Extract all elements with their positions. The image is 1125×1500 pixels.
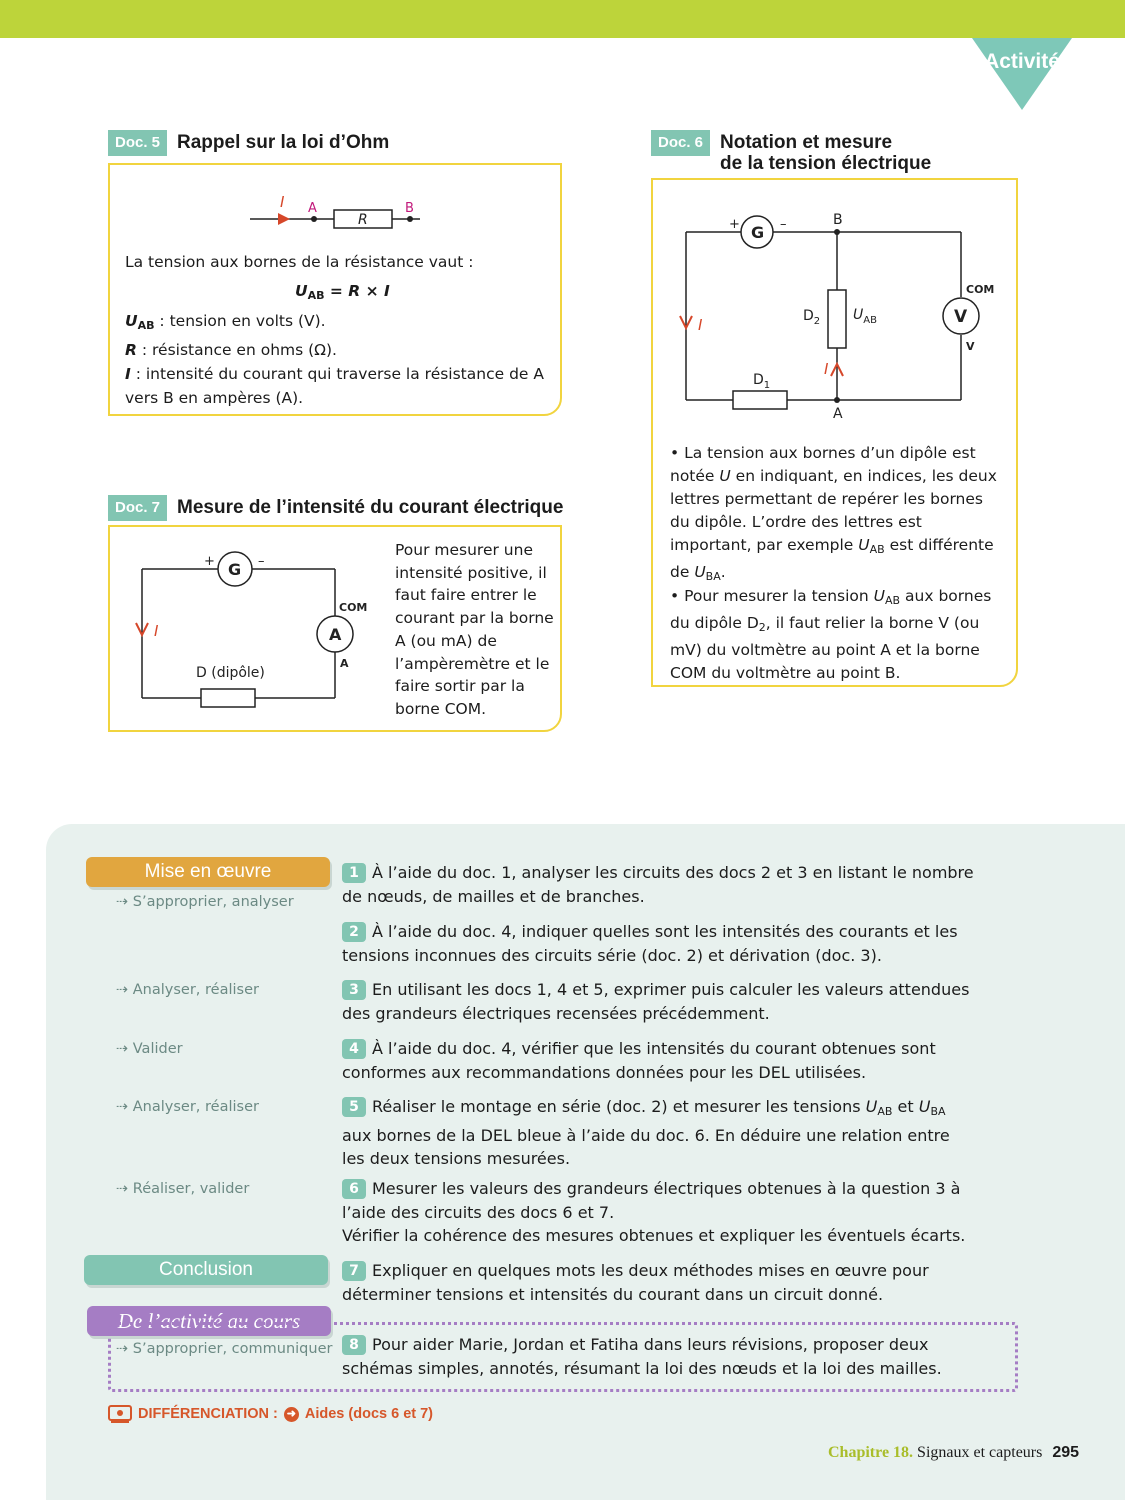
- footer-title: Signaux et capteurs: [917, 1444, 1043, 1461]
- svg-text:I: I: [698, 316, 703, 334]
- current-arrow: [278, 213, 290, 225]
- skill-2: ⇢ Analyser, réaliser: [116, 982, 259, 998]
- ohm-circuit-diagram: [248, 193, 428, 229]
- dipole-resistor: [201, 689, 255, 707]
- skill-1: ⇢ S’approprier, analyser: [116, 894, 294, 910]
- skill-3: ⇢ Valider: [116, 1041, 183, 1057]
- footer-chapter: Chapitre 18.: [828, 1444, 914, 1461]
- svg-text:UAB: $U_{AB}$: [853, 307, 877, 326]
- doc5-intro: La tension aux bornes de la résistance vaut :: [125, 253, 474, 271]
- doc6-title: Notation et mesure de la tension électrique: [720, 132, 932, 174]
- question-7: 7 Expliquer en quelques mots les deux méthodes mises en œuvre pour déterminer tensions et intensités du courant dans un circuit donné.: [342, 1261, 929, 1304]
- svg-text:D2: $D_2$: [803, 308, 821, 327]
- doc6-box: [651, 178, 1018, 687]
- svg-text:I: I: [824, 360, 829, 378]
- doc5-header: [108, 130, 389, 156]
- doc5-tag: Doc. 5: [108, 130, 167, 156]
- point-b-label: B: [405, 201, 414, 216]
- question-6: 6 Mesurer les valeurs des grandeurs électriques obtenues à la question 3 à l’aide des circuits des docs 6 et 7. Vérifier la cohérence des mesures obtenues et expliquer les éventuels écarts.: [342, 1179, 966, 1245]
- svg-text:–: –: [780, 217, 787, 232]
- differenciation-label: DIFFÉRENCIATION :: [138, 1406, 278, 1422]
- ammeter-circuit-diagram: [130, 543, 380, 723]
- svg-text:V: V: [954, 307, 968, 327]
- differenciation-line: [108, 1405, 433, 1423]
- svg-text:COM: COM: [339, 601, 368, 614]
- doc6-tag: Doc. 6: [651, 130, 710, 156]
- mise-en-oeuvre-heading: Mise en œuvre: [86, 857, 330, 887]
- svg-text:D (dipôle): D (dipôle): [196, 665, 265, 681]
- aides-link[interactable]: Aides (docs 6 et 7): [304, 1406, 434, 1422]
- svg-text:+: +: [204, 554, 215, 569]
- svg-text:G: G: [751, 223, 765, 242]
- current-label: I: [280, 193, 285, 211]
- doc6-header: [651, 130, 931, 174]
- doc7-title: Mesure de l’intensité du courant électrique: [177, 497, 564, 518]
- question-5: 5 Réaliser le montage en série (doc. 2) et mesurer les tensions $U_{AB}$ et $U_{BA}$ aux bornes de la DEL bleue à l’aide du doc. 6. En déduire une relation entre les deux tensions mesurées.: [342, 1097, 950, 1168]
- def-r: R : résistance en ohms (Ω).: [125, 341, 337, 359]
- activity-badge: [972, 38, 1072, 110]
- ohm-formula: $U_{AB} = R \times I$: [295, 282, 390, 302]
- doc5-definitions: [125, 309, 550, 410]
- doc5-box: [108, 163, 562, 416]
- top-color-bar: [0, 0, 1125, 38]
- svg-text:G: G: [228, 560, 242, 579]
- conclusion-heading: Conclusion: [84, 1255, 328, 1285]
- svg-text:A: A: [329, 625, 342, 644]
- svg-text:D1: $D_1$: [753, 372, 771, 391]
- doc6-bullet1: • La tension aux bornes d’un dipôle est notée U en indiquant, en indices, les deux lettres permettant de repérer les bornes du dipôle. L’ordre des lettres est important, par exemple $U_{AB}$ est différente de $U_{BA}$.: [670, 444, 997, 583]
- question-4: 4 À l’aide du doc. 4, vérifier que les intensités du courant obtenues sont conformes aux recommandations données pour les DEL utilisées.: [342, 1039, 936, 1082]
- def-i: I : intensité du courant qui traverse la résistance de A vers B en ampères (A).: [125, 365, 544, 407]
- def-u: $U_{AB}$ : tension en volts (V).: [125, 312, 326, 332]
- page-footer: [828, 1444, 1079, 1462]
- svg-text:–: –: [258, 554, 265, 569]
- doc7-tag: Doc. 7: [108, 495, 167, 521]
- skill-6: ⇢ S’approprier, communiquer: [116, 1341, 333, 1357]
- doc7-box: [108, 525, 562, 732]
- page-number: 295: [1052, 1444, 1080, 1461]
- skill-5: ⇢ Réaliser, valider: [116, 1181, 250, 1197]
- d2-resistor: [828, 290, 846, 348]
- svg-text:B: B: [833, 212, 843, 228]
- question-1: 1 À l’aide du doc. 1, analyser les circuits des docs 2 et 3 en listant le nombre de nœuds, de mailles et de branches.: [342, 863, 974, 906]
- question-3: 3 En utilisant les docs 1, 4 et 5, exprimer puis calculer les valeurs attendues des grandeurs électriques recensées précédemment.: [342, 980, 970, 1023]
- resistor-label: R: [358, 212, 368, 228]
- activity-label: Activité: [984, 50, 1060, 73]
- svg-text:+: +: [729, 217, 740, 232]
- voltage-circuit-diagram: [653, 180, 1016, 430]
- svg-text:I: I: [154, 622, 159, 640]
- d1-resistor: [733, 391, 787, 409]
- doc5-title: Rappel sur la loi d’Ohm: [177, 132, 390, 153]
- svg-text:A: A: [340, 657, 349, 670]
- point-a-label: A: [308, 201, 317, 216]
- svg-text:A: A: [833, 406, 843, 422]
- doc7-text: Pour mesurer une intensité positive, il faut faire entrer le courant par la borne A (ou mA) de l’ampèremètre et le faire sortir par la borne COM.: [395, 541, 554, 718]
- svg-text:V: V: [966, 340, 975, 353]
- screen-icon: [108, 1405, 132, 1423]
- activite-au-cours-heading: De l’activité au cours: [87, 1306, 331, 1336]
- question-8: 8 Pour aider Marie, Jordan et Fatiha dans leurs révisions, proposer deux schémas simples, annotés, résumant la loi des nœuds et la loi des mailles.: [342, 1335, 942, 1378]
- question-2: 2 À l’aide du doc. 4, indiquer quelles sont les intensités des courants et les tensions inconnues des circuits série (doc. 2) et dérivation (doc. 3).: [342, 922, 958, 965]
- svg-text:COM: COM: [966, 283, 995, 296]
- doc7-header: [108, 495, 563, 521]
- arrow-circle-icon: ➜: [284, 1407, 299, 1422]
- skill-4: ⇢ Analyser, réaliser: [116, 1099, 259, 1115]
- doc6-bullet2: • Pour mesurer la tension $U_{AB}$ aux bornes du dipôle $D_2$, il faut relier la borne V (ou mV) du voltmètre au point A et la borne COM du voltmètre au point B.: [670, 587, 992, 682]
